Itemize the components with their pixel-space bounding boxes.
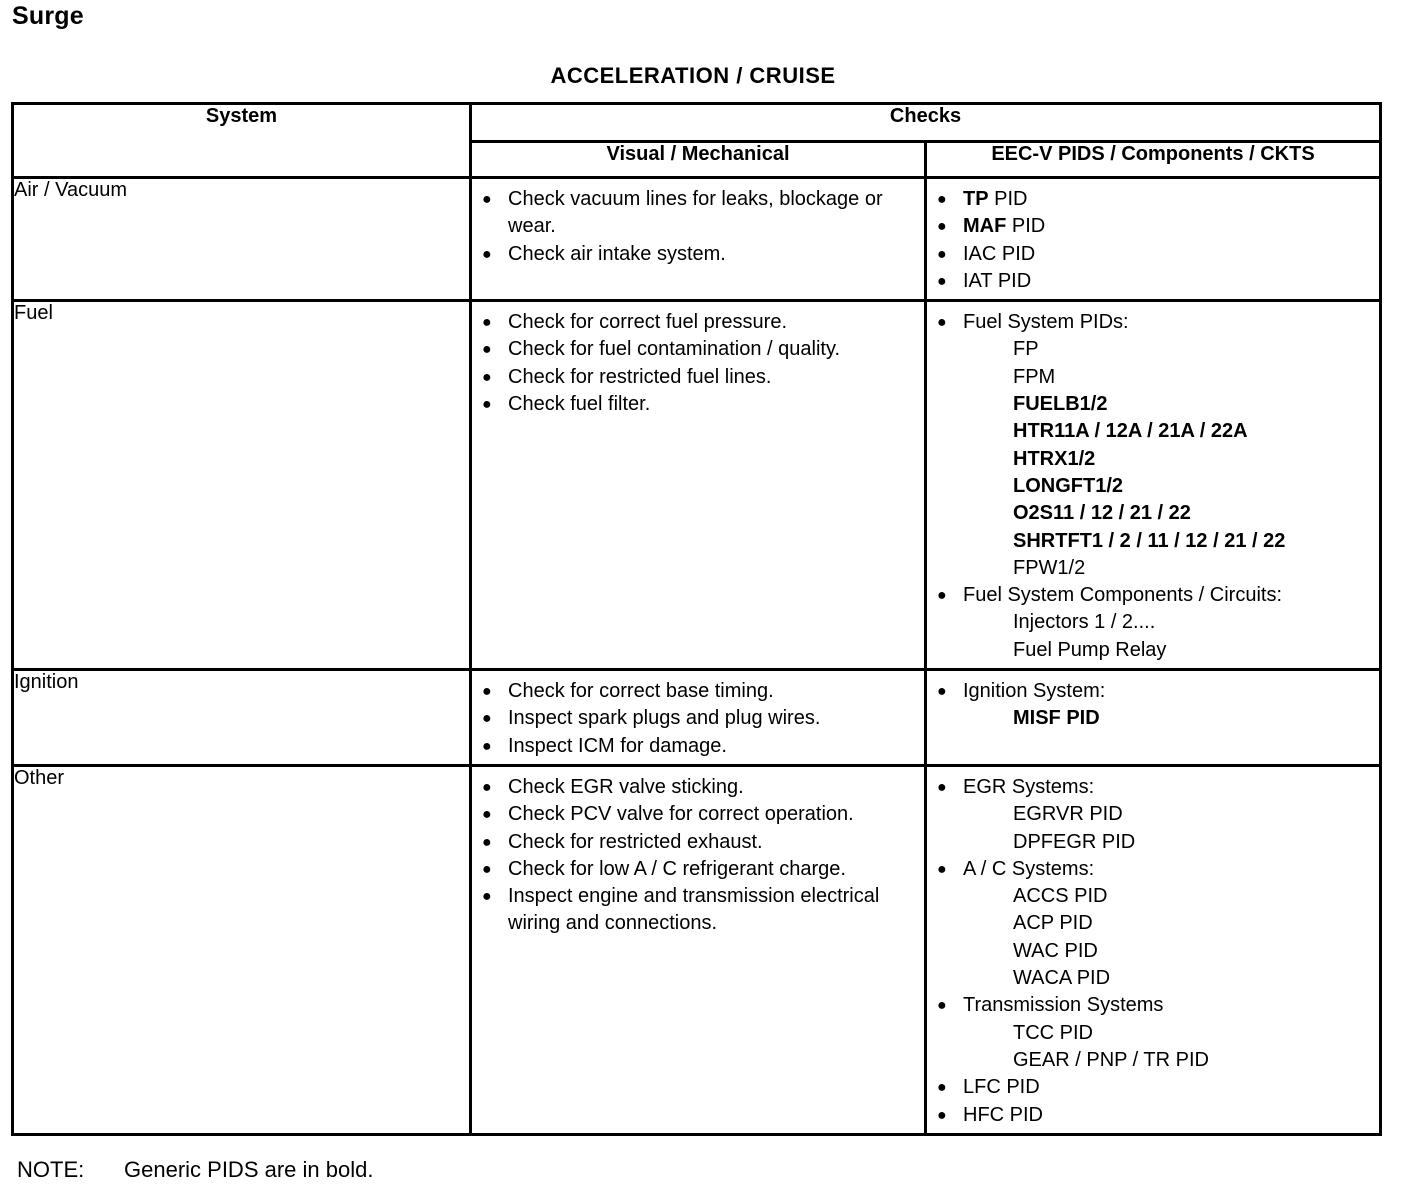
list-item: ● TP PID xyxy=(937,186,1371,213)
bullet-icon: ● xyxy=(937,272,947,290)
sub-item: TCC PID xyxy=(1013,1021,1093,1044)
bullet-icon: ● xyxy=(482,710,492,728)
list-item: ● HFC PID xyxy=(937,1102,1371,1129)
sub-item: FPM xyxy=(1013,365,1056,388)
bullet-icon: ● xyxy=(482,778,492,796)
list-item: ● Ignition System: MISF PID xyxy=(937,678,1371,733)
footnote xyxy=(17,1157,373,1183)
note-label: NOTE: xyxy=(17,1157,85,1182)
bullet-icon: ● xyxy=(937,245,947,263)
sub-item: Injectors 1 / 2.... xyxy=(1013,611,1156,634)
list-item: ● MAF PID xyxy=(937,213,1371,240)
bullet-icon: ● xyxy=(482,888,492,906)
list-item: ● LFC PID xyxy=(937,1074,1371,1101)
bullet-icon: ● xyxy=(482,396,492,414)
table-row xyxy=(13,670,1381,766)
list-item: ● Transmission Systems TCC PID GEAR / PNP / TR PID xyxy=(937,992,1371,1074)
list-item: ● Inspect ICM for damage. xyxy=(482,733,916,760)
bullet-icon: ● xyxy=(937,683,947,701)
eec-cell xyxy=(926,765,1381,1134)
list-item: ● Check vacuum lines for leaks, blockage or wear. xyxy=(482,188,883,238)
sub-item: O2S11 / 12 / 21 / 22 xyxy=(1013,502,1191,525)
page-title: Surge xyxy=(12,2,84,30)
header-system: System xyxy=(13,104,471,178)
sub-item: LONGFT1/2 xyxy=(1013,474,1124,497)
bullet-icon: ● xyxy=(937,191,947,208)
list-item: ● Inspect spark plugs and plug wires. xyxy=(482,705,916,732)
sub-item: FP xyxy=(1013,338,1039,361)
list-item: ● Check for correct base timing. xyxy=(482,678,916,705)
eec-cell xyxy=(926,670,1381,766)
system-cell: Other xyxy=(13,765,471,1134)
bullet-icon: ● xyxy=(482,314,492,332)
list-item: ● Fuel System Components / Circuits: Injectors 1 / 2.... Fuel Pump Relay xyxy=(937,582,1371,664)
header-eec-pids: EEC-V PIDS / Components / CKTS xyxy=(926,142,1381,178)
bullet-icon: ● xyxy=(482,683,492,701)
system-cell: Air / Vacuum xyxy=(13,178,471,301)
list-item: ● A / C Systems: ACCS PID ACP PID WAC PID WACA PID xyxy=(937,856,1371,992)
list-item: ● Check for restricted fuel lines. xyxy=(482,364,916,391)
section-subtitle: ACCELERATION / CRUISE xyxy=(550,63,836,88)
sub-item: WAC PID xyxy=(1013,939,1098,962)
list-item: ● IAT PID xyxy=(937,268,1371,295)
visual-cell xyxy=(471,178,926,301)
sub-item: EGRVR PID xyxy=(1013,803,1123,826)
diagnostic-table xyxy=(11,102,1382,1136)
list-item: ● Check fuel filter. xyxy=(482,391,916,418)
bullet-icon: ● xyxy=(937,997,947,1015)
bullet-icon: ● xyxy=(482,737,492,755)
list-item: ● Check for low A / C refrigerant charge. xyxy=(482,856,916,883)
visual-cell xyxy=(471,765,926,1134)
bullet-icon: ● xyxy=(937,1106,947,1124)
sub-item: DPFEGR PID xyxy=(1013,830,1136,853)
sub-item: HTR11A / 12A / 21A / 22A xyxy=(1013,420,1248,443)
list-item: ● Fuel System PIDs: FP FPM FUELB1/2 HTR11A / 12A / 21A / 22A HTRX1/2 LONGFT1/2 O2S11 / 12 / 21 / 22 SHRTFT1 / 2 / 11 / 12 / 21 / 22 FPW1/2 xyxy=(937,309,1371,582)
list-item: ● EGR Systems: EGRVR PID DPFEGR PID xyxy=(937,774,1371,856)
system-cell: Fuel xyxy=(13,301,471,670)
list-item: ● Check PCV valve for correct operation. xyxy=(482,801,916,828)
bullet-icon: ● xyxy=(937,218,947,236)
sub-item: FPW1/2 xyxy=(1013,556,1086,579)
bullet-icon: ● xyxy=(937,778,947,796)
bullet-icon: ● xyxy=(482,368,492,386)
list-item: ● IAC PID xyxy=(937,241,1371,268)
list-item: ● Inspect engine and transmission electrical wiring and connections. xyxy=(482,885,880,935)
bullet-icon: ● xyxy=(937,314,947,332)
list-item: ● Check for fuel contamination / quality. xyxy=(482,336,916,363)
sub-item: SHRTFT1 / 2 / 11 / 12 / 21 / 22 xyxy=(1013,529,1286,552)
visual-cell xyxy=(471,301,926,670)
bullet-icon: ● xyxy=(937,587,947,605)
note-text: Generic PIDS are in bold. xyxy=(124,1157,374,1182)
bullet-icon: ● xyxy=(937,860,947,878)
table-row xyxy=(13,765,1381,1134)
list-item: ● Check air intake system. xyxy=(482,241,916,268)
header-checks: Checks xyxy=(471,104,1381,142)
bullet-icon: ● xyxy=(482,245,492,263)
eec-cell xyxy=(926,301,1381,670)
sub-item: Fuel Pump Relay xyxy=(1013,638,1167,661)
sub-item: WACA PID xyxy=(1013,967,1111,990)
eec-cell xyxy=(926,178,1381,301)
header-visual-mechanical: Visual / Mechanical xyxy=(471,142,926,178)
bullet-icon: ● xyxy=(482,806,492,824)
sub-item: MISF PID xyxy=(1013,707,1100,730)
system-cell: Ignition xyxy=(13,670,471,766)
list-item: ● Check for restricted exhaust. xyxy=(482,829,916,856)
bullet-icon: ● xyxy=(482,191,492,208)
bullet-icon: ● xyxy=(482,833,492,851)
bullet-icon: ● xyxy=(937,1079,947,1097)
sub-item: ACCS PID xyxy=(1013,885,1108,908)
table-row xyxy=(13,178,1381,301)
sub-item: GEAR / PNP / TR PID xyxy=(1013,1048,1209,1071)
table-row xyxy=(13,301,1381,670)
list-item: ● Check for correct fuel pressure. xyxy=(482,309,916,336)
sub-item: FUELB1/2 xyxy=(1013,393,1108,416)
sub-item: ACP PID xyxy=(1013,912,1093,935)
sub-item: HTRX1/2 xyxy=(1013,447,1096,470)
list-item: ● Check EGR valve sticking. xyxy=(482,774,916,801)
bullet-icon: ● xyxy=(482,860,492,878)
visual-cell xyxy=(471,670,926,766)
bullet-icon: ● xyxy=(482,341,492,359)
